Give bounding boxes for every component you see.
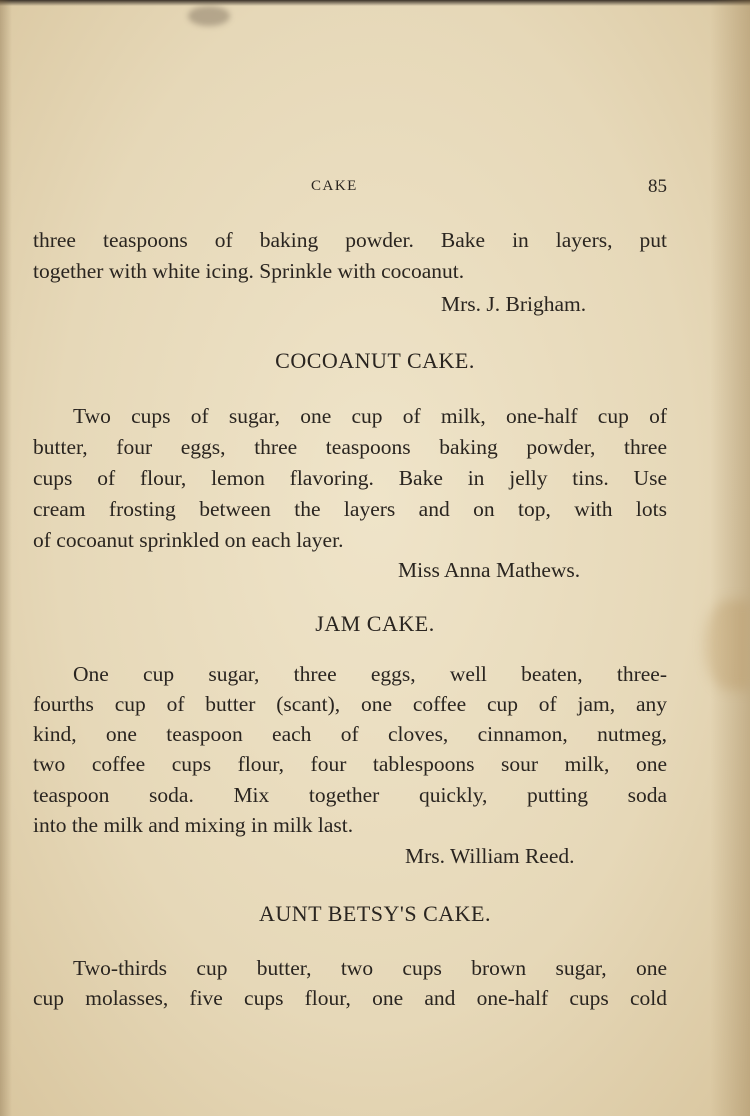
text-line: together with white icing. Sprinkle with cocoanut. (33, 259, 465, 283)
running-title: CAKE (311, 178, 358, 194)
text-line: cups of flour, lemon flavoring. Bake in jelly tins. Use (33, 466, 667, 490)
text-line: cup molasses, five cups flour, one and one-half cups cold (33, 986, 667, 1010)
ink-smudge (188, 6, 230, 26)
text-line: kind, one teaspoon each of cloves, cinnamon, nutmeg, (33, 722, 667, 746)
text-line: of cocoanut sprinkled on each layer. (33, 528, 344, 552)
text-line: teaspoon soda. Mix together quickly, putting soda (33, 783, 667, 807)
page-right-shadow (710, 0, 750, 1116)
text-line: into the milk and mixing in milk last. (33, 813, 354, 837)
recipe-title: JAM CAKE. (315, 611, 435, 636)
recipe-signature: Mrs. J. Brigham. (441, 292, 587, 316)
recipe-signature: Miss Anna Mathews. (398, 558, 581, 582)
text-line: cream frosting between the layers and on top, with lots (33, 497, 667, 521)
text-line: fourths cup of butter (scant), one coffee cup of jam, any (33, 692, 667, 716)
text-line: two coffee cups flour, four tablespoons sour milk, one (33, 752, 667, 776)
text-line: Two cups of sugar, one cup of milk, one-half cup of (73, 404, 667, 428)
recipe-signature: Mrs. William Reed. (405, 844, 575, 868)
recipe-title: AUNT BETSY'S CAKE. (259, 901, 491, 926)
text-line: Two-thirds cup butter, two cups brown sugar, one (73, 956, 667, 980)
page-number: 85 (648, 176, 667, 197)
text-line: One cup sugar, three eggs, well beaten, three- (73, 662, 667, 686)
running-header (0, 176, 750, 200)
page-top-edge (0, 0, 750, 6)
text-line: butter, four eggs, three teaspoons baking powder, three (33, 435, 667, 459)
recipe-title: COCOANUT CAKE. (275, 348, 475, 373)
page-left-shadow (0, 0, 12, 1116)
text-line: three teaspoons of baking powder. Bake in layers, put (33, 228, 667, 252)
